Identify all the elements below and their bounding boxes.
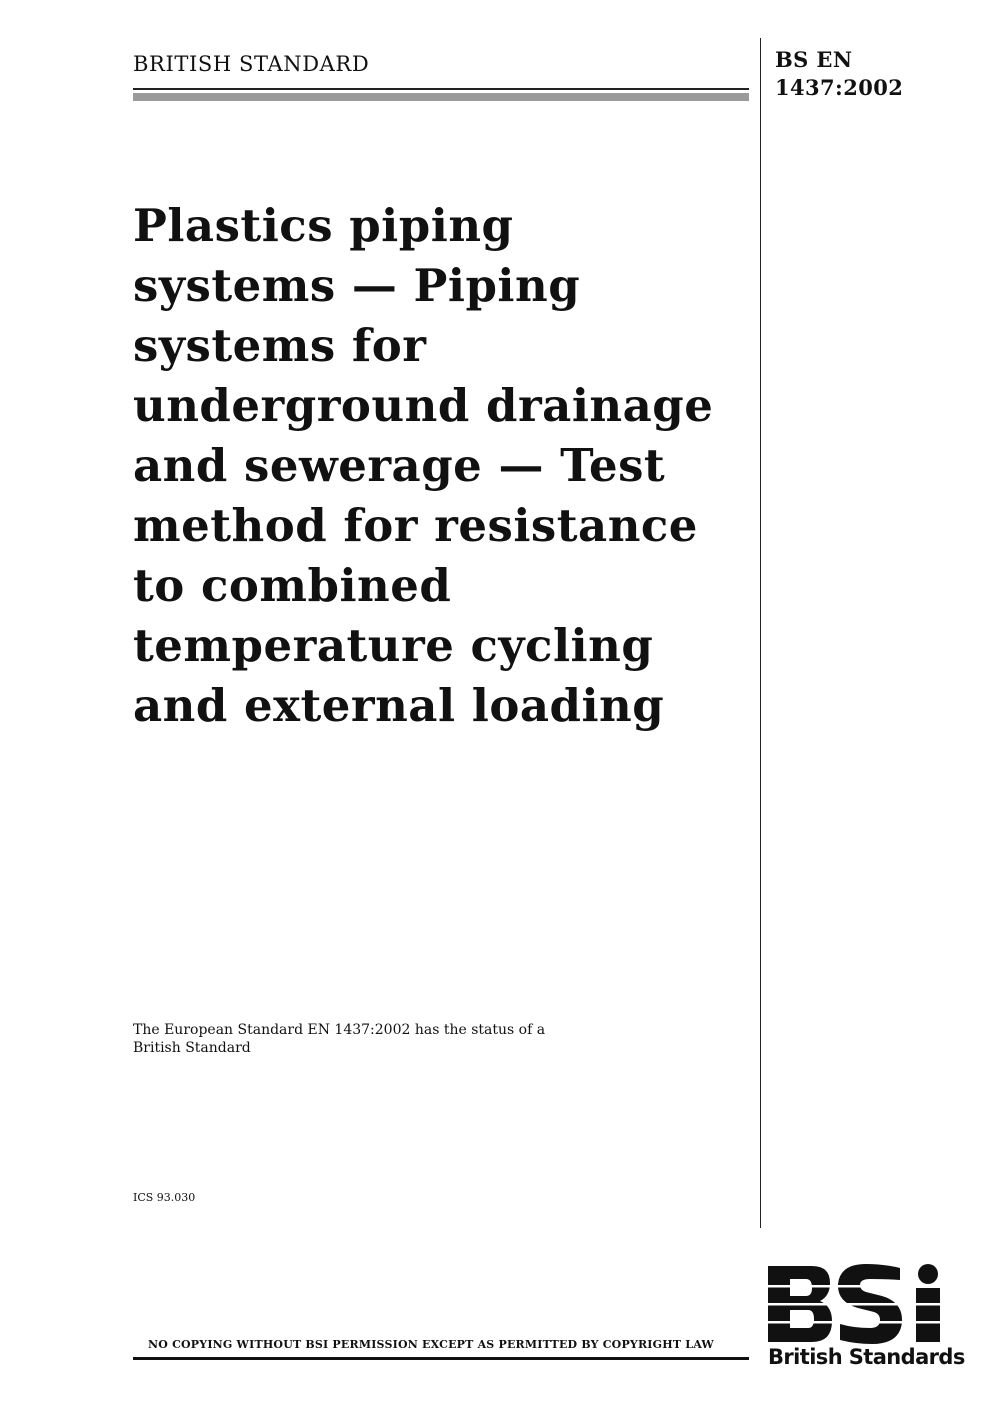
bsi-logo-mark [766,1262,946,1346]
title-line: Plastics piping [133,199,514,252]
header-rule [133,88,749,90]
title-line: and sewerage — Test [133,439,666,492]
vertical-divider [760,38,761,1228]
title-line: systems for [133,319,427,372]
ics-code: ICS 93.030 [133,1191,196,1204]
title-line: underground drainage [133,379,714,432]
title-line: to combined [133,559,452,612]
standard-number-line-2: 1437:2002 [775,75,904,100]
standard-number-line-1: BS EN [775,47,853,72]
footer-rule [133,1357,749,1360]
standard-number [775,46,903,102]
title-line: and external loading [133,679,665,732]
title-line: systems — Piping [133,259,581,312]
bsi-logo-caption: British Standards [768,1345,965,1369]
document-title [133,196,748,736]
header-rule-bar [133,93,749,101]
status-note [133,1021,603,1057]
status-note-line-1: The European Standard EN 1437:2002 has the status of a [133,1022,546,1038]
series-label: BRITISH STANDARD [133,52,370,76]
title-line: method for resistance [133,499,698,552]
title-line: temperature cycling [133,619,654,672]
copyright-notice: NO COPYING WITHOUT BSI PERMISSION EXCEPT AS PERMITTED BY COPYRIGHT LAW [148,1338,714,1351]
status-note-line-2: British Standard [133,1040,251,1056]
